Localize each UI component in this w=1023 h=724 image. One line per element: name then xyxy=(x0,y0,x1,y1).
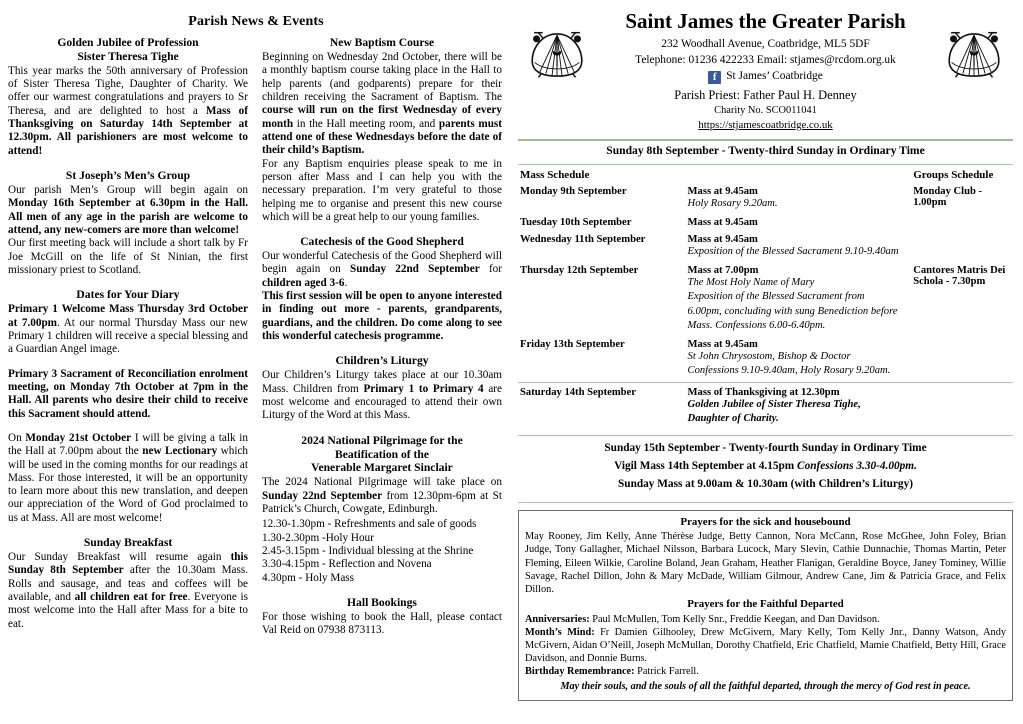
parish-address: 232 Woodhall Avenue, Coatbridge, ML5 5DF xyxy=(661,38,870,51)
prayers-box xyxy=(518,510,1013,701)
schedule-row xyxy=(518,337,1013,382)
divider-below-footer xyxy=(518,502,1013,503)
schedule-mass-detail xyxy=(686,184,912,215)
pilgrimage-schedule-item: 12.30-1.30pm - Refreshments and sale of goods xyxy=(262,518,477,531)
article-body: Beginning on Wednesday 2nd October, there will be a monthly baptism course taking place in the Hall to help parents (and godparents) prepare for their children receiving the Sacrament of Baptism. The course will run on the first Wednesday of every month in the Hall meeting room, and parents must attend one of these Wednesdays before the date of their child’s Baptism. For any Baptism enquiries please speak to me in person after Mass and I can help you with the necessary preparation. I’m very grateful to those helping me to organise and present this new course which will be a great help to our young families. xyxy=(262,50,503,223)
page-title: Parish News & Events xyxy=(188,14,324,29)
news-column-right xyxy=(262,36,502,649)
charity-number: Charity No. SCO011041 xyxy=(714,105,817,117)
mass-note: Exposition of the Blessed Sacrament 9.10-9.40am xyxy=(687,245,899,257)
schedule-group: Monday Club - 1.00pm xyxy=(913,185,983,208)
parish-contact: Telephone: 01236 422233 Email: stjames@rcdom.org.uk xyxy=(635,54,896,67)
article-body: The 2024 National Pilgrimage will take place on Sunday 22nd September from 12.30pm-6pm at St Patrick’s Church, Cowgate, Edinburgh. xyxy=(262,476,502,515)
months-mind-line: Month’s Mind: Fr Damien Gilhooley, Drew McGivern, Mary Kelly, Tom Kelly Jnr., Danny Watson, Andy McGivern, Aidan O’Neill, Joseph McMullan, Dorothy Chatfield, Eric Chatfield, Mamie Chatfield, Betty Hill, Grace Davidson, and Donnie Burns. xyxy=(525,626,1006,664)
pilgrimage-schedule-item: 4.30pm - Holy Mass xyxy=(262,571,354,584)
schedule-row xyxy=(518,385,1013,430)
facebook-line xyxy=(518,68,1013,85)
prayers-closing: May their souls, and the souls of all the faithful departed, through the mercy of God rest in peace. xyxy=(560,680,971,692)
article-body: Our parish Men’s Group will begin again on Monday 16th September at 6.30pm in the Hall. All men of any age in the parish are welcome to attend, any new-comers are more than welcome! Our first meeting back will include a short talk by Fr Joe McGill on the life of St Ninian, the first missionary priest to Scotland. xyxy=(8,184,248,276)
mass-time: Mass of Thanksgiving at 12.30pm xyxy=(687,387,840,399)
sunday-banner: Sunday 8th September - Twenty-third Sunday in Ordinary Time xyxy=(606,143,925,157)
prayers-sick-names: May Rooney, Jim Kelly, Anne Thérèse Judge, Betty Cannon, Nora McCann, Rose McGhee, John Foley, Brian Judge, Tony Gallagher, Michael Nilsson, Barbara Lucock, Mary Slevin, Cathie Dunnachie, Thomas Martin, Peter Fleming, Eileen Wilkie, Caroline Boland, Jean Graham, Heather Flanigan, Geraldine Boyce, Janey Tominey, Willie Savage, Rachel Dillon, John & Mary McDade, William Gilmour, Andrew Cane, Jim & Patricia Grace, and Felix Dillon. xyxy=(525,531,1006,595)
mass-note: Mass. Confessions 6.00-6.40pm. xyxy=(687,319,826,331)
article-heading: Hall Bookings xyxy=(347,595,417,609)
mass-note: Holy Rosary 9.20am. xyxy=(687,197,778,209)
pilgrimage-schedule-list xyxy=(262,518,502,585)
article-body: Our Children’s Liturgy takes place at our 10.30am Mass. Children from Primary 1 to Primary 4 are most welcome and encouraged to attend their own Liturgy of the Word at this Mass. xyxy=(262,369,502,422)
mass-note: 6.00pm, concluding with sung Benediction before xyxy=(687,305,898,317)
schedule-day: Friday 13th September xyxy=(520,338,625,350)
schedule-day: Monday 9th September xyxy=(520,185,627,197)
scallop-shell-cross-of-saint-james-icon xyxy=(943,24,1005,86)
mass-time: Mass at 9.45am xyxy=(687,233,758,245)
news-columns xyxy=(8,36,504,649)
pilgrimage-schedule-item: 1.30-2.30pm -Holy Hour xyxy=(262,531,374,544)
mass-detail-header xyxy=(686,165,912,184)
parish-name: Saint James the Greater Parish xyxy=(625,9,906,33)
mass-note: Golden Jubilee of Sister Theresa Tighe, xyxy=(687,399,861,411)
article-heading: Dates for Your Diary xyxy=(76,288,180,302)
schedule-mass-detail xyxy=(686,385,912,430)
schedule-group xyxy=(911,385,1013,430)
groups-schedule-header: Groups Schedule xyxy=(913,168,994,181)
article-heading: Children’s Liturgy xyxy=(335,354,429,368)
next-sunday-schedule xyxy=(518,436,1013,498)
next-sunday-title: Sunday 15th September - Twenty-fourth Sunday in Ordinary Time xyxy=(604,441,927,454)
article-heading: Catechesis of the Good Shepherd xyxy=(300,235,464,249)
mass-time: Mass at 9.45am xyxy=(687,185,758,197)
prayers-sick-heading: Prayers for the sick and housebound xyxy=(680,515,851,528)
article-heading: Sunday Breakfast xyxy=(83,536,173,550)
article-body: Primary 1 Welcome Mass Thursday 3rd October at 7.00pm. At our normal Thursday Mass our new Primary 1 children will receive a special blessing and a Guardian Angel image. xyxy=(8,303,248,356)
article-body: On Monday 21st October I will be giving a talk in the Hall at 7.00pm about the new Lectionary which will be used in the coming months for our readings at Mass. For those interested, it will be an opportunity to learn more about this new translation, and deepen our appreciation of the Word of God proclaimed to us at Mass. All are most welcome! xyxy=(8,431,249,524)
schedule-mass-detail xyxy=(686,263,912,337)
parish-website-link[interactable]: https://stjamescoatbridge.co.uk xyxy=(698,119,833,132)
article-body: This year marks the 50th anniversary of Profession of Sister Theresa Tighe, Daughter of Charity. We offer our warmest congratulations and prayers to Sr Theresa, and are delighted to host a Mass of Thanksgiving on Saturday 14th September at 12.30pm. All parishioners are most welcome to attend! xyxy=(8,64,248,157)
schedule-day: Wednesday 11th September xyxy=(520,233,646,245)
schedule-day: Thursday 12th September xyxy=(520,265,639,277)
pilgrimage-schedule-item: 2.45-3.15pm - Individual blessing at the Shrine xyxy=(262,544,474,557)
mass-note: Daughter of Charity. xyxy=(687,413,779,425)
article-body: Our Sunday Breakfast will resume again this Sunday 8th September after the 10.30am Mass. Rolls and sausage, and teas and coffees will be available, and all children eat for free. Everyone is most welcome into the Hall after Mass for a bite to eat. xyxy=(8,551,248,630)
schedule-row xyxy=(518,184,1013,215)
prayers-departed-heading: Prayers for the Faithful Departed xyxy=(687,597,844,610)
schedule-group xyxy=(911,337,1013,382)
masthead xyxy=(518,6,1013,135)
news-column-left xyxy=(8,36,248,649)
mass-schedule-header: Mass Schedule xyxy=(520,168,590,181)
vigil-mass-line: Vigil Mass 14th September at 4.15pm Confessions 3.30-4.00pm. xyxy=(614,459,917,472)
schedule-row xyxy=(518,215,1013,232)
mass-note: Confessions 9.10-9.40am, Holy Rosary 9.20am. xyxy=(687,365,891,377)
sunday-mass-line: Sunday Mass at 9.00am & 10.30am (with Children’s Liturgy) xyxy=(618,478,913,491)
anniversaries-line: Anniversaries: Paul McMullen, Tom Kelly Snr., Freddie Keegan, and Dan Davidson. xyxy=(525,613,880,625)
schedule-mass-detail xyxy=(686,337,912,382)
facebook-page-name: St James’ Coatbridge xyxy=(726,70,823,83)
schedule-row xyxy=(518,263,1013,337)
article-heading: Golden Jubilee of Profession Sister Theresa Tighe xyxy=(57,36,199,63)
article-heading: 2024 National Pilgrimage for the Beatification of the Venerable Margaret Sinclair xyxy=(301,433,463,475)
mass-time: Mass at 7.00pm xyxy=(687,265,759,277)
mass-note: St John Chrysostom, Bishop & Doctor xyxy=(687,350,851,362)
pilgrimage-schedule-item: 3.30-4.15pm - Reflection and Novena xyxy=(262,558,432,571)
article-body: For those wishing to book the Hall, please contact Val Reid on 07938 873113. xyxy=(262,610,502,637)
birthday-remembrance-line: Birthday Remembrance: Patrick Farrell. xyxy=(525,665,699,677)
scallop-shell-cross-of-saint-james-icon xyxy=(526,24,588,86)
facebook-icon: f xyxy=(708,71,721,84)
schedule-header-row xyxy=(518,165,1013,184)
mass-note: The Most Holy Name of Mary xyxy=(687,277,815,289)
schedule-row xyxy=(518,232,1013,263)
article-body: Our wonderful Catechesis of the Good Shepherd will begin again on Sunday 22nd September for children aged 3-6. This first session will be open to anyone interested in finding out more - parents, grandparents, guardians, and the children. Do come along to see this wonderful catechesis programme. xyxy=(262,250,502,343)
schedule-mass-detail xyxy=(686,232,912,263)
schedule-group xyxy=(911,215,1013,232)
mass-time: Mass at 9.45am xyxy=(687,338,758,350)
parish-info-panel xyxy=(512,0,1023,724)
mass-note: Exposition of the Blessed Sacrament from xyxy=(687,291,865,303)
mass-time: Mass at 9.45am xyxy=(687,216,758,228)
schedule-group xyxy=(911,232,1013,263)
schedule-group: Cantores Matris Dei Schola - 7.30pm xyxy=(913,265,1006,288)
schedule-day: Saturday 14th September xyxy=(520,387,636,399)
parish-priest: Parish Priest: Father Paul H. Denney xyxy=(674,87,857,102)
article-body: Primary 3 Sacrament of Reconciliation enrolment meeting, on Monday 7th October at 7pm in the Hall. All parents who desire their child to receive this Sacrament should attend. xyxy=(8,367,248,420)
article-heading: New Baptism Course xyxy=(329,36,435,49)
schedule-day: Tuesday 10th September xyxy=(520,216,632,228)
mass-schedule-table xyxy=(518,165,1013,431)
schedule-mass-detail xyxy=(686,215,912,232)
article-heading: St Joseph’s Men’s Group xyxy=(65,169,191,183)
